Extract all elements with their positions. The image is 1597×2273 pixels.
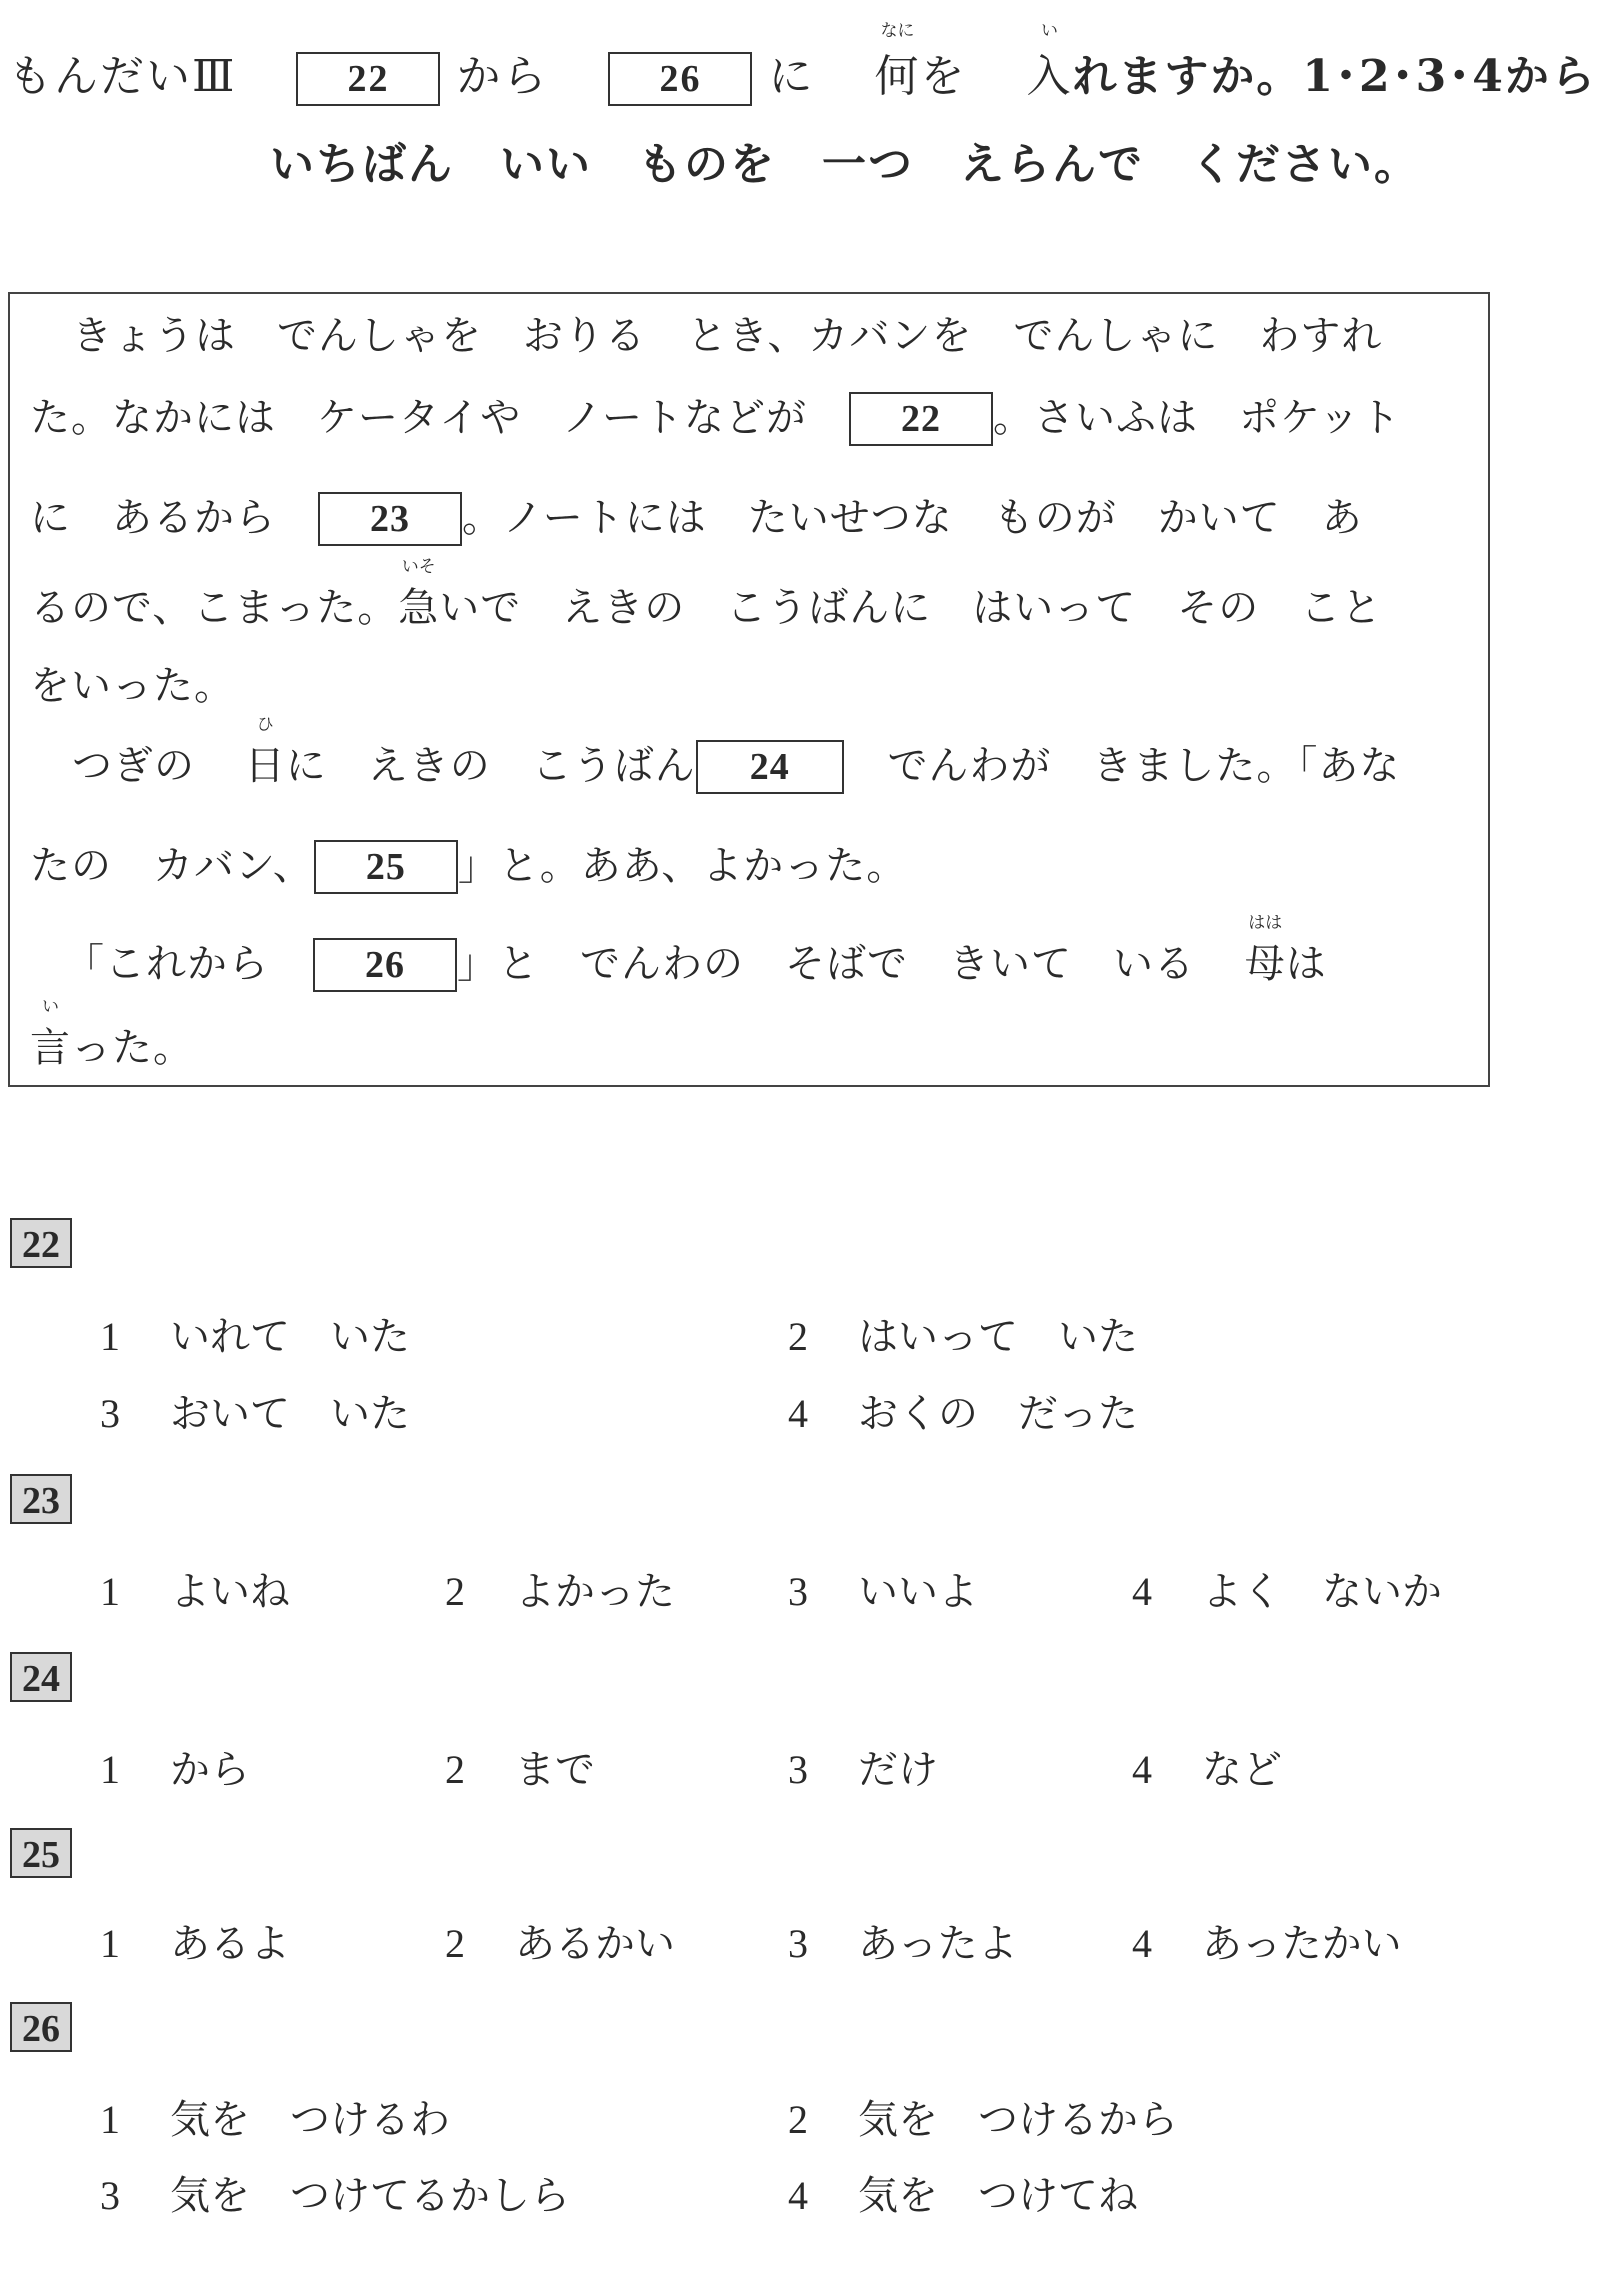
option-22-2[interactable]: 2 はいって いた bbox=[788, 1314, 1138, 1360]
option-23-1[interactable]: 1 よいね bbox=[100, 1569, 290, 1615]
text-wo: を bbox=[920, 51, 967, 102]
passage-line-8: 「これから 26 」と でんわの そばで きいて いる はは 母は bbox=[64, 932, 1327, 992]
option-26-1[interactable]: 1 気を つけるわ bbox=[100, 2097, 450, 2143]
passage-line-4: るので、こまった。 いそ 急いで えきの こうばんに はいって その こと bbox=[30, 576, 1382, 633]
option-22-3[interactable]: 3 おいて いた bbox=[100, 1391, 410, 1437]
text-instruction-rest: れますか。1･2･3･4から bbox=[1072, 51, 1597, 102]
question-label-22: 22 bbox=[10, 1218, 72, 1268]
option-24-2[interactable]: 2 まで bbox=[445, 1747, 595, 1793]
reading-passage bbox=[8, 292, 1490, 1087]
passage-line-2: た。なかには ケータイや ノートなどが 22 。さいふは ポケット bbox=[30, 386, 1401, 446]
blank-box-end: 26 bbox=[608, 52, 752, 106]
question-label-26: 26 bbox=[10, 2002, 72, 2052]
option-26-2[interactable]: 2 気を つけるから bbox=[788, 2097, 1178, 2143]
blank-box-start: 22 bbox=[296, 52, 440, 106]
option-24-3[interactable]: 3 だけ bbox=[788, 1747, 938, 1793]
kanji-nani: なに 何 bbox=[874, 40, 920, 104]
instruction-line-1 bbox=[8, 21, 1597, 106]
text-ni: に bbox=[768, 51, 815, 102]
problem-number: もんだいⅢ bbox=[8, 51, 237, 102]
ruby-ireru: い bbox=[1040, 21, 1058, 41]
ruby-hi: ひ bbox=[256, 715, 274, 735]
passage-line-6: つぎの ひ 日に えきの こうばん 24 でんわが きました。「あな bbox=[72, 734, 1400, 794]
kanji-isoi: いそ 急 bbox=[398, 576, 439, 633]
blank-23: 23 bbox=[318, 492, 462, 546]
option-25-3[interactable]: 3 あったよ bbox=[788, 1921, 1018, 1967]
option-26-3[interactable]: 3 気を つけてるかしら bbox=[100, 2173, 570, 2219]
question-label-25: 25 bbox=[10, 1828, 72, 1878]
kanji-ireru: い 入 bbox=[1026, 40, 1072, 104]
option-25-4[interactable]: 4 あったかい bbox=[1132, 1921, 1402, 1967]
blank-26: 26 bbox=[313, 938, 457, 992]
option-25-2[interactable]: 2 あるかい bbox=[445, 1921, 675, 1967]
option-24-1[interactable]: 1 から bbox=[100, 1747, 250, 1793]
blank-25: 25 bbox=[314, 840, 458, 894]
question-label-23: 23 bbox=[10, 1474, 72, 1524]
passage-line-3: に あるから 23 。ノートには たいせつな ものが かいて あ bbox=[30, 486, 1363, 546]
question-label-24: 24 bbox=[10, 1652, 72, 1702]
kanji-haha: はは 母 bbox=[1245, 932, 1286, 989]
ruby-isoi: いそ bbox=[401, 557, 436, 577]
option-23-3[interactable]: 3 いいよ bbox=[788, 1569, 978, 1615]
option-22-1[interactable]: 1 いれて いた bbox=[100, 1314, 410, 1360]
ruby-nani: なに bbox=[880, 21, 915, 41]
blank-22: 22 bbox=[849, 392, 993, 446]
text-kara: から bbox=[456, 51, 549, 102]
option-25-1[interactable]: 1 あるよ bbox=[100, 1921, 290, 1967]
kanji-hi: ひ 日 bbox=[245, 734, 286, 791]
blank-24: 24 bbox=[696, 740, 844, 794]
option-24-4[interactable]: 4 など bbox=[1132, 1747, 1282, 1793]
instruction-line-2: いちばん いい ものを 一つ えらんで ください。 bbox=[270, 139, 1420, 190]
passage-line-1: きょうは でんしゃを おりる とき、カバンを でんしゃに わすれ bbox=[72, 313, 1383, 359]
option-23-4[interactable]: 4 よく ないか bbox=[1132, 1569, 1442, 1615]
ruby-iu: い bbox=[42, 997, 59, 1017]
passage-line-7: たの カバン、 25 」と。ああ、よかった。 bbox=[30, 834, 907, 894]
kanji-iu: い 言 bbox=[30, 1016, 71, 1073]
option-26-4[interactable]: 4 気を つけてね bbox=[788, 2173, 1138, 2219]
ruby-haha: はは bbox=[1248, 913, 1283, 933]
option-22-4[interactable]: 4 おくの だった bbox=[788, 1391, 1138, 1437]
option-23-2[interactable]: 2 よかった bbox=[445, 1569, 675, 1615]
passage-line-9: い 言った。 bbox=[30, 1016, 194, 1073]
passage-line-5: をいった。 bbox=[30, 663, 235, 709]
